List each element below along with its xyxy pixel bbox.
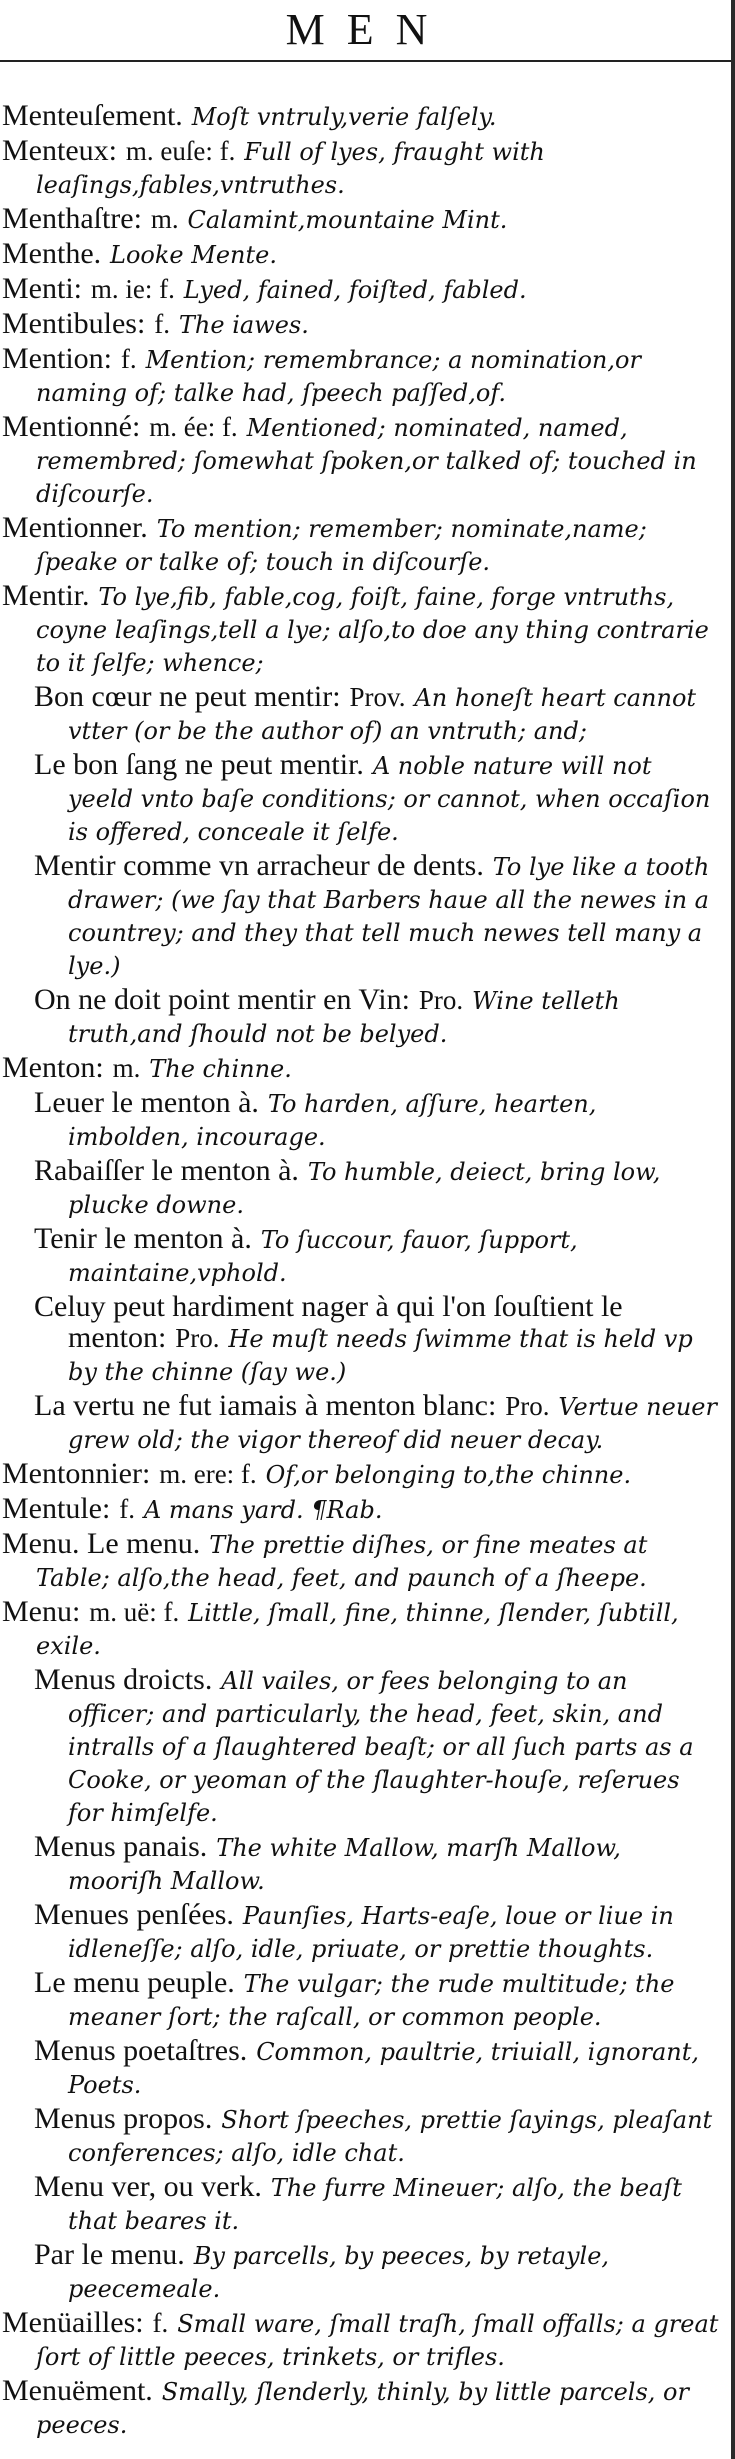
- entry-definition: To lye like a tooth drawer; (we ſay that Barbers haue all the newes in a countrey; and they that tell much newes tell many a lye.): [68, 853, 710, 980]
- entry-definition: The white Mallow, marſh Mallow, mooriſh Mallow.: [68, 1834, 621, 1895]
- entry-definition: Full of lyes, fraught with leaſings,fables,vntruthes.: [36, 138, 545, 199]
- sub-entry: [34, 1899, 720, 1965]
- dictionary-entry: [2, 100, 720, 133]
- entry-grammar: m. ée: f.: [149, 412, 238, 442]
- dictionary-entry: [2, 273, 720, 306]
- dictionary-entry: [2, 135, 720, 201]
- dictionary-entry: [2, 1052, 720, 1085]
- entry-headword: On ne doit point mentir en Vin:: [34, 983, 410, 1016]
- entry-headword: Menu:: [2, 1595, 81, 1628]
- entry-headword: Mention:: [2, 342, 112, 375]
- dictionary-entry: [2, 1458, 720, 1491]
- entry-headword: Menti:: [2, 272, 82, 305]
- dictionary-entry: [2, 203, 720, 236]
- entry-definition: By parcells, by peeces, by retayle, peecemeale.: [68, 2242, 610, 2303]
- entry-headword: Mentibules:: [2, 307, 146, 340]
- entry-headword: Leuer le menton à.: [34, 1086, 259, 1119]
- sub-entry: [34, 1291, 720, 1388]
- entry-grammar: f.: [119, 1494, 135, 1524]
- dictionary-entry: [2, 1493, 720, 1526]
- entry-definition: Paunſies, Harts-eaſe, loue or liue in idleneſſe; alſo, idle, priuate, or prettie thoughts.: [68, 1902, 674, 1963]
- sub-entry: [34, 1087, 720, 1153]
- entry-headword: Menues penſées.: [34, 1898, 234, 1931]
- entry-headword: Menus droicts.: [34, 1663, 213, 1696]
- entry-definition: To harden, aſſure, hearten, imbolden, incourage.: [68, 1090, 597, 1151]
- entry-grammar: f.: [120, 344, 137, 374]
- entry-definition: Vertue neuer grew old; the vigor thereof did neuer decay.: [68, 1393, 717, 1454]
- entry-definition: To mention; remember; nominate,name; ſpeake or talke of; touch in diſcourſe.: [36, 515, 647, 576]
- entry-definition: Wine telleth truth,and ſhould not be belyed.: [68, 987, 620, 1048]
- entry-headword: Mentionné:: [2, 410, 141, 443]
- entry-headword: Mentionner.: [2, 511, 148, 544]
- entry-definition: He muſt needs ſwimme that is held vp by the chinne (ſay we.): [68, 1325, 693, 1386]
- dictionary-entry: [2, 2375, 720, 2441]
- entry-definition: Lyed, fained, foiſted, fabled.: [183, 276, 527, 304]
- sub-entry: [34, 2103, 720, 2169]
- entry-headword: La vertu ne fut iamais à menton blanc:: [34, 1389, 497, 1422]
- entry-headword: Menüailles:: [2, 2306, 144, 2339]
- sub-entry: [34, 2035, 720, 2101]
- entry-definition: The prettie diſhes, or fine meates at Table; alſo,the head, feet, and paunch of a ſheepe.: [36, 1531, 648, 1592]
- entry-headword: Le bon ſang ne peut mentir.: [34, 748, 364, 781]
- entry-definition: A noble nature will not yeeld vnto baſe conditions; or cannot, when occaſion is offered, conceale it ſelfe.: [68, 752, 711, 846]
- entry-headword: Le menu peuple.: [34, 1966, 235, 1999]
- entry-definition: A mans yard. ¶Rab.: [143, 1496, 383, 1524]
- entry-grammar: f.: [154, 309, 170, 339]
- entry-definition: Little, ſmall, fine, thinne, ſlender, ſubtill, exile.: [36, 1599, 679, 1660]
- entry-definition: The iawes.: [178, 311, 309, 339]
- entry-definition: The furre Mineuer; alſo, the beaſt that beares it.: [68, 2174, 682, 2235]
- dictionary-entry: [2, 2307, 720, 2373]
- sub-entry: [34, 2171, 720, 2237]
- dictionary-entry: [2, 1596, 720, 1662]
- dictionary-entry: [2, 1528, 720, 1594]
- sub-entry: [34, 1967, 720, 2033]
- entry-grammar: f.: [152, 2308, 169, 2338]
- entry-grammar: Prov.: [349, 682, 406, 712]
- dictionary-entry: [2, 512, 720, 578]
- entry-definition: All vailes, or fees belonging to an officer; and particularly, the head, feet, skin, and intralls of a ſlaughtered beaſt; or all ſuch parts as a Cooke, or yeoman of the ſlaughter-houſe, reſerues for himſelfe.: [68, 1667, 694, 1827]
- entry-grammar: m. euſe: f.: [125, 136, 236, 166]
- entry-headword: Menu. Le menu.: [2, 1527, 201, 1560]
- entry-definition: To humble, deiect, bring low, plucke downe.: [68, 1158, 661, 1219]
- entry-headword: Mentule:: [2, 1492, 111, 1525]
- entry-headword: Menus poetaſtres.: [34, 2034, 248, 2067]
- entry-definition: The vulgar; the rude multitude; the meaner ſort; the raſcall, or common people.: [68, 1970, 675, 2031]
- entry-headword: Menus panais.: [34, 1830, 208, 1863]
- header-rule: [0, 60, 735, 62]
- entry-definition: Of,or belonging to,the chinne.: [265, 1461, 632, 1489]
- entry-headword: Menuëment.: [2, 2374, 153, 2407]
- sub-entry: [34, 850, 720, 982]
- entry-definition: Calamint,mountaine Mint.: [187, 206, 508, 234]
- dictionary-entry: [2, 411, 720, 510]
- entry-headword: Par le menu.: [34, 2238, 185, 2271]
- entry-definition: Mentioned; nominated, named, remembred; ſomewhat ſpoken,or talked of; touched in diſcourſe.: [36, 414, 697, 508]
- sub-entry: [34, 1223, 720, 1289]
- page-header: MEN: [285, 5, 450, 54]
- dictionary-entry: [2, 238, 720, 271]
- entry-definition: Moſt vntruly,verie falſely.: [191, 103, 497, 131]
- entry-definition: An honeſt heart cannot vtter (or be the author of) an vntruth; and;: [68, 684, 697, 745]
- entry-definition: The chinne.: [149, 1055, 292, 1083]
- entry-headword: Menteuſement.: [2, 99, 183, 132]
- sub-entry: [34, 1664, 720, 1829]
- dictionary-entry: [2, 308, 720, 341]
- entry-definition: Short ſpeeches, prettie ſayings, pleaſant conferences; alſo, idle chat.: [68, 2106, 713, 2167]
- entry-headword: Mentir.: [2, 579, 90, 612]
- entry-grammar: Pro.: [175, 1323, 220, 1353]
- entry-definition: To lye,fib, fable,cog, foiſt, faine, forge vntruths, coyne leaſings,tell a lye; alſo,to doe any thing contrarie to it ſelfe; whence;: [36, 583, 709, 677]
- dictionary-entry: [2, 580, 720, 679]
- sub-entry: [34, 1390, 720, 1456]
- dictionary-entry: [2, 343, 720, 409]
- entry-headword: Bon cœur ne peut mentir:: [34, 680, 341, 713]
- entry-headword: Menthaſtre:: [2, 202, 142, 235]
- entry-headword: Menu ver, ou verk.: [34, 2170, 262, 2203]
- entry-grammar: m. ie: f.: [90, 274, 175, 304]
- sub-entry: [34, 984, 720, 1050]
- entry-definition: Small ware, ſmall traſh, ſmall offalls; a great ſort of little peeces, trinkets, or trifles.: [36, 2310, 719, 2371]
- entry-headword: Menteux:: [2, 134, 117, 167]
- sub-entry: [34, 2239, 720, 2305]
- page-edge: [731, 0, 735, 2459]
- sub-entry: [34, 1831, 720, 1897]
- entry-definition: Looke Mente.: [110, 241, 277, 269]
- entry-headword: Rabaiſſer le menton à.: [34, 1154, 299, 1187]
- entry-grammar: Pro.: [505, 1391, 550, 1421]
- entry-headword: Mentonnier:: [2, 1457, 151, 1490]
- entry-headword: Tenir le menton à.: [34, 1222, 252, 1255]
- entry-headword: Menton:: [2, 1051, 104, 1084]
- entry-headword: Mentir comme vn arracheur de dents.: [34, 849, 484, 882]
- entry-definition: Mention; remembrance; a nomination,or naming of; talke had, ſpeech paſſed,of.: [36, 346, 641, 407]
- entry-definition: To ſuccour, fauor, ſupport, maintaine,vphold.: [68, 1226, 578, 1287]
- entry-definition: Smally, ſlenderly, thinly, by little parcels, or peeces.: [36, 2378, 689, 2439]
- entry-grammar: m. ere: f.: [159, 1459, 257, 1489]
- entry-headword: Menus propos.: [34, 2102, 213, 2135]
- sub-entry: [34, 749, 720, 848]
- entry-definition: Common, paultrie, triuiall, ignorant, Poets.: [68, 2038, 700, 2099]
- entry-headword: Menthe.: [2, 237, 102, 270]
- entry-grammar: m. uë: f.: [89, 1597, 180, 1627]
- entry-headword: Celuy peut hardiment nager à qui l'on ſouſtient le menton:: [34, 1290, 623, 1354]
- entry-list: [2, 100, 720, 2443]
- sub-entry: [34, 681, 720, 747]
- entry-grammar: m.: [112, 1053, 141, 1083]
- entry-grammar: m.: [150, 204, 179, 234]
- entry-grammar: Pro.: [418, 985, 464, 1015]
- sub-entry: [34, 1155, 720, 1221]
